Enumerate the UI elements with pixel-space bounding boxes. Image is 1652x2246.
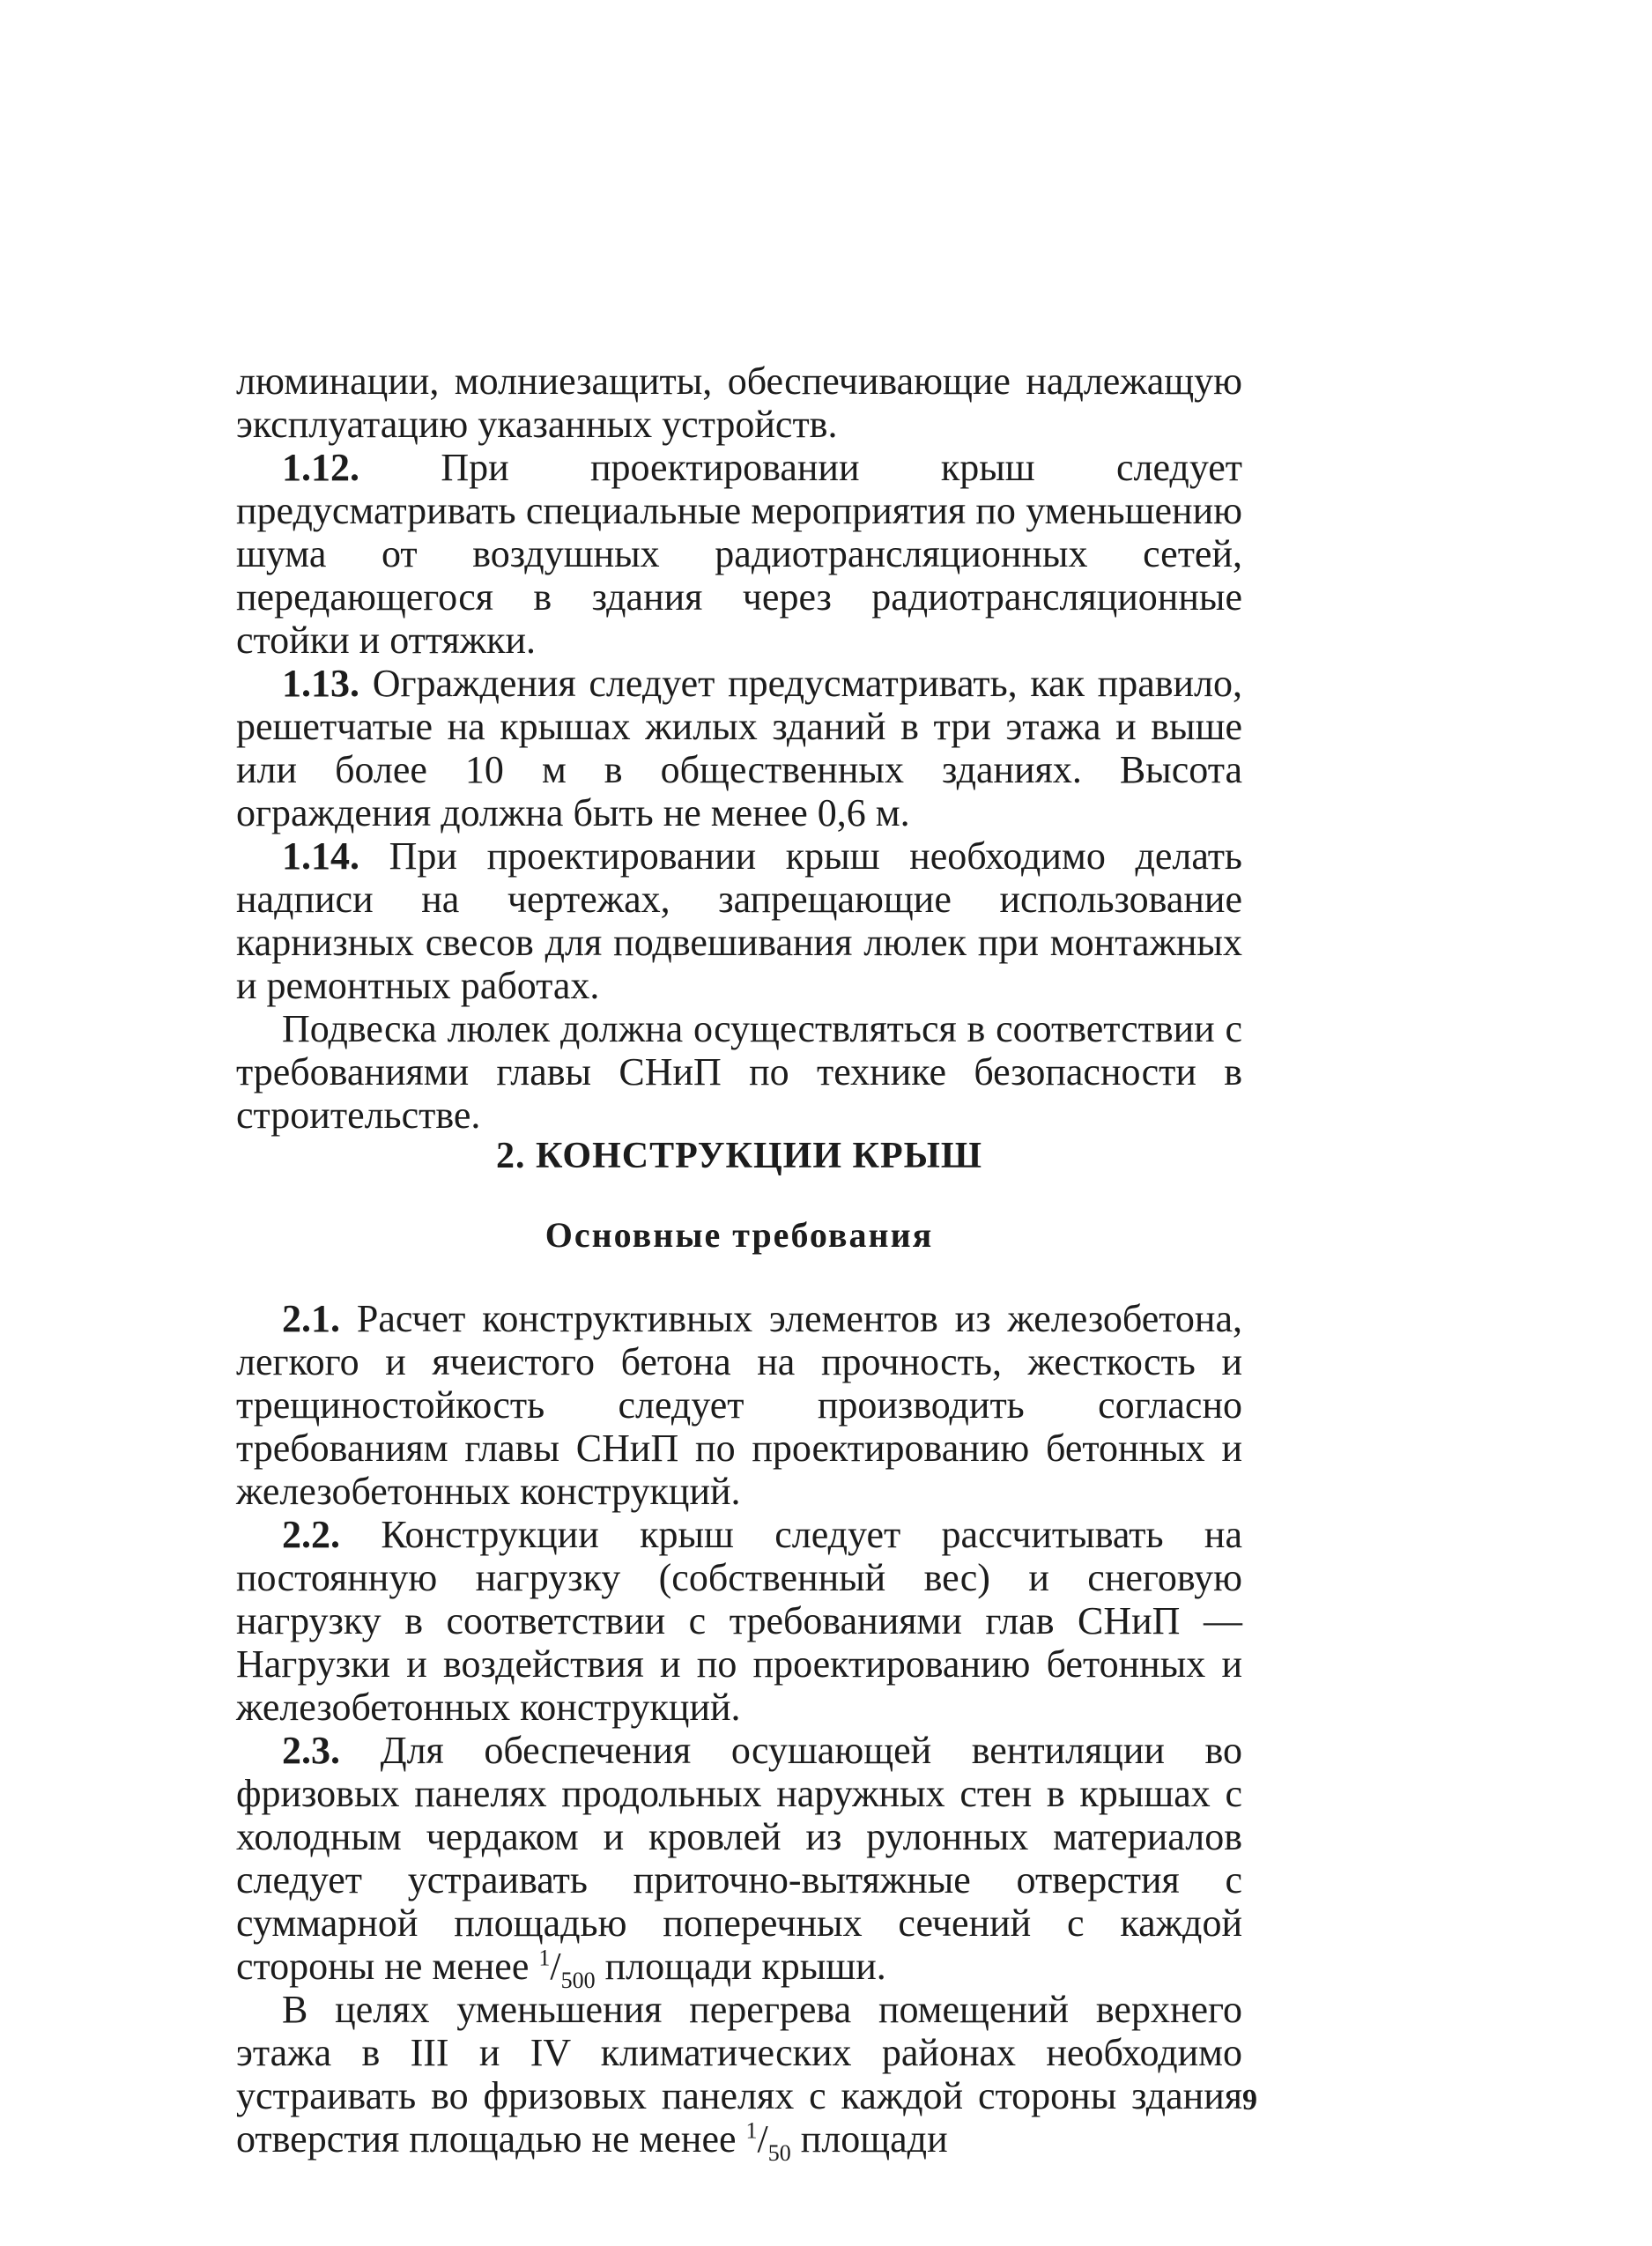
fraction-denominator: 50 xyxy=(767,2139,791,2166)
paragraph-text: Конструкции крыш следует рассчитывать на постоянную нагрузку (собственный вес) и снеговую нагрузку в соответствии с требованиями глав СНиП — Нагрузки и воздействия и по проектированию бетонных и железобетонных конструкций. xyxy=(236,1513,1243,1729)
paragraph-text: Расчет конструктивных элементов из железобетона, легкого и ячеистого бетона на прочность, жесткость и трещиностойкость следует производить согласно требованиям главы СНиП по проектированию бетонных и железобетонных конструкций. xyxy=(236,1297,1242,1513)
paragraph-text: Подвеска люлек должна осуществляться в соответствии с требованиями главы СНиП по технике безопасности в строительстве. xyxy=(236,1007,1242,1137)
paragraph-text: люминации, молниезащиты, обеспечивающие надлежащую эксплуатацию указанных устройств. xyxy=(236,360,1242,446)
paragraph-text: площади крыши. xyxy=(595,1945,886,1988)
paragraph-text: При проектировании крыш необходимо делать надписи на чертежах, запрещающие использование карнизных свесов для подвешивания люлек при монтажных и ремонтных работах. xyxy=(236,834,1242,1007)
section-heading: 2. КОНСТРУКЦИИ КРЫШ xyxy=(496,1136,982,1176)
paragraph-text: Ограждения следует предусматривать, как правило, решетчатые на крышах жилых зданий в три этажа и выше или более 10 м в общественных зданиях. Высота ограждения должна быть не менее 0,6 м. xyxy=(236,662,1243,834)
clause-number: 2.1. xyxy=(282,1297,340,1340)
paragraph-overheating: В целях уменьшения перегрева помещений верхнего этажа в III и IV климатических районах необходимо устраивать во фризовых панелях с каждой стороны здания отверстия площадью не менее $^1/_{50}$ площади xyxy=(236,1988,1242,2166)
subsection-heading: Основные требования xyxy=(544,1215,934,1255)
paragraph-text: Для обеспечения осушающей вентиляции во фризовых панелях продольных наружных стен в крышах с холодным чердаком и кровлей из рулонных материалов следует устраивать приточно-вытяжные отверстия с суммарной площадью поперечных сечений с каждой стороны не менее xyxy=(236,1729,1242,1988)
clause-number: 1.12. xyxy=(282,446,359,489)
paragraph-continuation xyxy=(236,360,1242,446)
paragraph-text: При проектировании крыш следует предусматривать специальные мероприятия по уменьшению шума от воздушных радиотрансляционных сетей, передающегося в здания через радиотрансляционные стойки и оттяжки. xyxy=(236,446,1242,662)
paragraph-text: В целях уменьшения перегрева помещений верхнего этажа в III и IV климатических районах необходимо устраивать во фризовых панелях с каждой стороны здания отверстия площадью не менее xyxy=(236,1988,1242,2161)
clause-number: 2.3. xyxy=(282,1729,340,1772)
fraction-numerator: 1 xyxy=(745,2117,758,2144)
paragraph-2-3: 2.3. Для обеспечения осушающей вентиляции во фризовых панелях продольных наружных стен в крышах с холодным чердаком и кровлей из рулонных материалов следует устраивать приточно-вытяжные отверстия с суммарной площадью поперечных сечений с каждой стороны не менее $^1/_{500}$ площади крыши. xyxy=(236,1729,1242,1993)
paragraph-1-12 xyxy=(236,446,1242,662)
paragraph-2-2 xyxy=(236,1513,1242,1729)
paragraph-text: площади xyxy=(790,2117,948,2161)
fraction-denominator: 500 xyxy=(560,1967,596,1993)
paragraph-1-13 xyxy=(236,662,1242,834)
fraction-numerator: 1 xyxy=(538,1945,551,1971)
text-block-top xyxy=(236,360,1242,1137)
paragraph-1-14 xyxy=(236,834,1242,1007)
clause-number: 1.13. xyxy=(282,662,359,705)
text-block-bottom xyxy=(236,1297,1243,2166)
clause-number: 2.2. xyxy=(282,1513,340,1556)
paragraph-suspension xyxy=(236,1007,1242,1137)
page-number: 9 xyxy=(1242,2084,1257,2116)
clause-number: 1.14. xyxy=(282,834,359,878)
paragraph-2-1 xyxy=(236,1297,1242,1513)
